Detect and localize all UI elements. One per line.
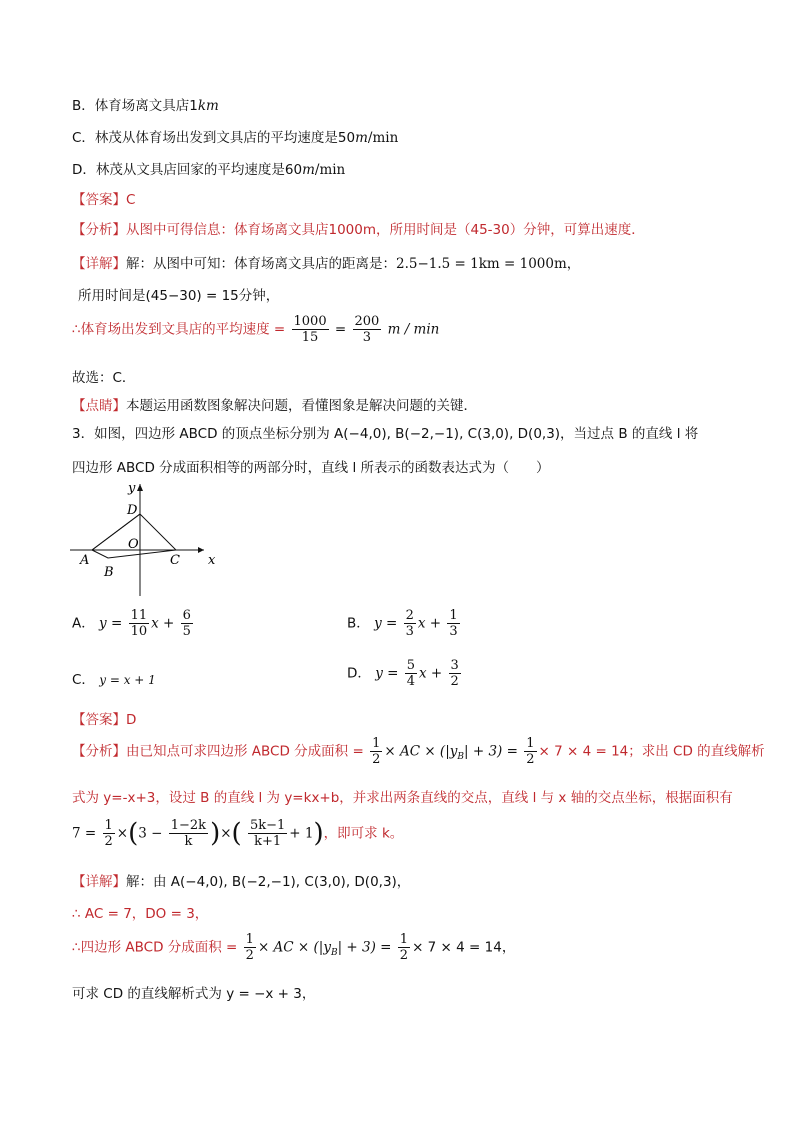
fraction: $\frac{1-2k}{k}$	[170, 818, 207, 849]
q2-speed: ∴体育场出发到文具店的平均速度 = $\frac{1000}{15}$ = $\frac{200}{3}$ m / min	[72, 314, 440, 345]
x-axis-arrow	[198, 547, 204, 553]
fraction-half: $\frac{1}{2}$	[526, 736, 535, 767]
option-b: B．体育场离文具店1km	[72, 98, 219, 114]
q3-detail-line2: ∴ AC = 7，DO = 3，	[72, 906, 209, 922]
label-a: A	[80, 553, 90, 568]
unit: m	[355, 130, 368, 146]
fraction-half: $\frac{1}{2}$	[399, 932, 409, 963]
option-d: D．林茂从文具店回家的平均速度是60m/min	[72, 162, 346, 178]
fraction-half: $\frac{1}{2}$	[245, 932, 254, 963]
y-axis-arrow	[137, 484, 143, 491]
fraction: $\frac{11}{10}$	[130, 608, 148, 639]
fraction-half: $\frac{1}{2}$	[104, 818, 113, 849]
fraction: $\frac{200}{3}$	[354, 314, 380, 345]
q3-analysis-line3: 7 = $\frac{1}{2}$ ×(3 − $\frac{1-2k}{k}$ )×( $\frac{5k-1}{k+1}$ + 1)，即可求 k。	[72, 818, 404, 849]
q3-analysis-line1: 【分析】由已知点可求四边形 ABCD 分成面积 = $\frac{1}{2}$ × AC × $(|y_B| + 3)$ = $\frac{1}{2}$ × 7 × 4 = 14；求出 CD 的直线解析	[72, 736, 765, 767]
q3-option-d: D． y = $\frac{5}{4}$ x + $\frac{3}{2}$	[347, 658, 459, 689]
q3-stem-line2: 四边形 ABCD 分成面积相等的两部分时，直线 l 所表示的函数表达式为（ ）	[72, 460, 550, 476]
label-x: x	[208, 553, 216, 568]
q3-option-c: C． y = x + 1	[72, 672, 156, 688]
quadrilateral-graph	[70, 478, 220, 598]
fraction: $\frac{1000}{15}$	[293, 314, 327, 345]
label-y: y	[128, 481, 136, 496]
fraction: $\frac{5k-1}{k+1}$	[249, 818, 286, 849]
q3-detail-line4: 可求 CD 的直线解析式为 y = −x + 3，	[72, 986, 316, 1002]
q2-detail: 【详解】解：从图中可知：体育场离文具店的距离是：2.5−1.5 = 1km = 1000m，	[72, 256, 581, 272]
option-c: C．林茂从体育场出发到文具店的平均速度是50m/min	[72, 130, 399, 146]
unit: m	[302, 162, 315, 178]
q2-answer: 【答案】C	[72, 192, 136, 208]
label-b: B	[104, 565, 114, 580]
q3-analysis-line2: 式为 y=-x+3，设过 B 的直线 l 为 y=kx+b，并求出两条直线的交点，直线 l 与 x 轴的交点坐标，根据面积有	[72, 790, 733, 806]
q2-comment: 【点睛】本题运用函数图象解决问题，看懂图象是解决问题的关键．	[72, 398, 477, 414]
fraction: $\frac{5}{4}$	[406, 658, 416, 689]
label-c: C	[170, 553, 180, 568]
label-d: D	[127, 503, 138, 518]
q2-analysis: 【分析】从图中可得信息：体育场离文具店1000m，所用时间是（45-30）分钟，可算出速度．	[72, 222, 645, 238]
q3-option-a: A． y = $\frac{11}{10}$ x + $\frac{6}{5}$	[72, 608, 191, 639]
q3-answer: 【答案】D	[72, 712, 137, 728]
q2-time: 所用时间是(45−30) = 15分钟，	[78, 288, 280, 304]
q3-option-b: B． y = $\frac{2}{3}$ x + $\frac{1}{3}$	[347, 608, 458, 639]
fraction-half: $\frac{1}{2}$	[372, 736, 381, 767]
unit-tail: /min	[367, 130, 399, 146]
q3-detail-line3: ∴四边形 ABCD 分成面积 = $\frac{1}{2}$ × AC × $(|y_B| + 3)$ = $\frac{1}{2}$ × 7 × 4 = 14，	[72, 932, 516, 963]
fraction: $\frac{3}{2}$	[450, 658, 459, 689]
q3-detail: 【详解】解：由 A(−4,0), B(−2,−1), C(3,0), D(0,3)，	[72, 874, 411, 890]
fraction: $\frac{6}{5}$	[182, 608, 191, 639]
fraction: $\frac{1}{3}$	[449, 608, 458, 639]
unit: km	[197, 98, 219, 114]
fraction: $\frac{2}{3}$	[405, 608, 414, 639]
label-o: O	[128, 537, 139, 552]
q3-stem-line1: 3．如图，四边形 ABCD 的顶点坐标分别为 A(−4,0), B(−2,−1), C(3,0), D(0,3)，当过点 B 的直线 l 将	[72, 426, 699, 442]
unit-tail: /min	[314, 162, 346, 178]
q2-choice: 故选：C．	[72, 370, 136, 386]
